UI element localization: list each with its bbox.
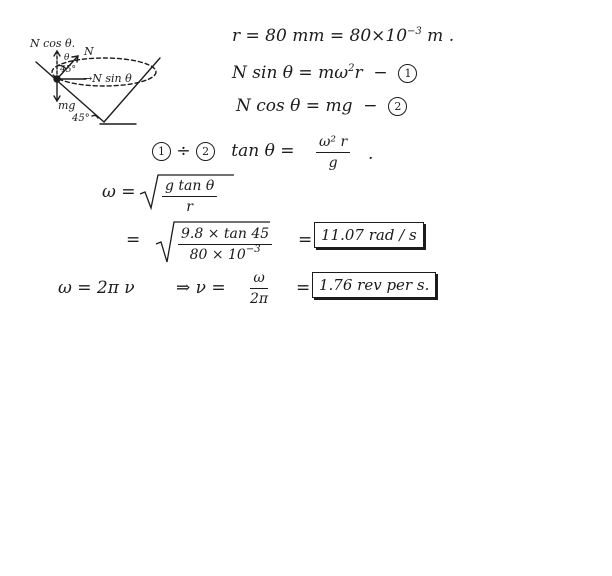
omega-lhs: ω = (102, 182, 136, 202)
result-2-equals: = (296, 278, 311, 298)
label-ncos-theta: N cos θ. (30, 37, 76, 50)
substitution-equals: = (126, 230, 141, 250)
division-eq-a: 1 (152, 142, 171, 161)
division-eq-b: 2 (196, 142, 215, 161)
equation-2: N cos θ = mg − 2 (236, 97, 407, 116)
equation-1: N $\sin \theta = m\omega^2r - 1$ (232, 64, 417, 83)
label-angle-bottom: 45° (72, 113, 90, 124)
equation-2-number: 2 (388, 97, 407, 116)
result-omega-box: 11.07 rad / s (314, 222, 424, 248)
result-nu-box: 1.76 rev per s. (312, 272, 436, 298)
label-mg: mg (58, 99, 76, 112)
implies-nu: ⇒ ν = (176, 278, 226, 298)
substitution-fraction: $\frac{9.8 \times \tan 45}{80 \times 10^{-3}}$ (178, 226, 272, 263)
equation-1-number: 1 (398, 64, 417, 83)
base-angle-arc (92, 115, 98, 118)
result-1-equals: = (298, 230, 313, 250)
division-statement: 1 ÷ 2 tan θ = (152, 142, 294, 161)
label-theta: θ (64, 53, 70, 63)
omega-fraction: $\frac{\text{g tan θ}}{r}$ (162, 178, 217, 215)
nu-fraction: $\frac{\omega}{2\pi}$ (250, 270, 269, 307)
label-angle-top: 45° (60, 65, 76, 75)
tan-end-dot: . (368, 144, 374, 164)
omega-definition: ω = 2π ν (58, 278, 135, 298)
tan-fraction: $\frac{\text{ω² r}}{g}$ (316, 134, 350, 171)
cone-right-wall (104, 58, 160, 122)
label-nsin-theta: →N sin θ (83, 72, 132, 85)
radius-definition: r = 80 mm = $80\times 10^{-3}$ m . (232, 26, 455, 46)
label-n: N (84, 45, 94, 58)
free-body-diagram (0, 0, 180, 140)
